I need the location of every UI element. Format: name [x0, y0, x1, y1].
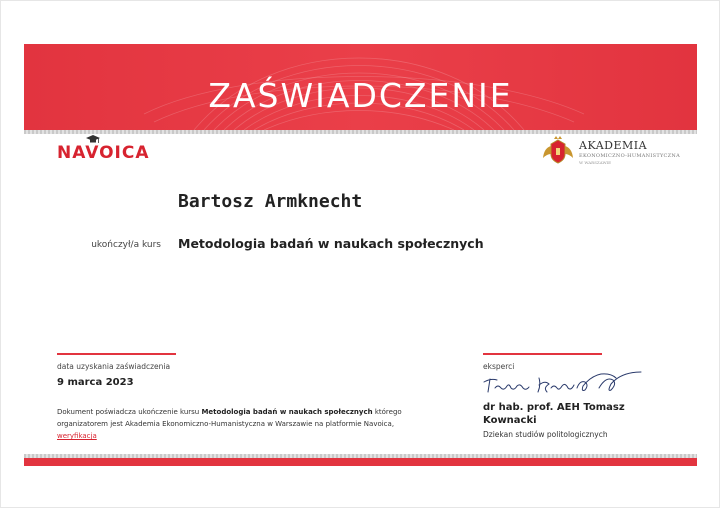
verification-link[interactable]: weryfikacja — [57, 432, 97, 440]
akademia-logo-city: W WARSZAWIE — [579, 160, 612, 165]
experts-label: eksperci — [483, 362, 515, 371]
course-label: ukończył/a kurs — [91, 240, 161, 250]
date-divider — [57, 353, 176, 355]
date-label: data uzyskania zaświadczenia — [57, 362, 171, 371]
statement-text — [57, 406, 417, 442]
certificate-title: ZAŚWIADCZENIE — [208, 76, 513, 115]
banner-divider — [24, 130, 697, 134]
navoica-logo — [57, 143, 150, 163]
graduation-cap-icon — [86, 135, 100, 145]
experts-divider — [483, 353, 602, 355]
title-banner — [24, 44, 697, 130]
expert-role: Dziekan studiów politologicznych — [483, 430, 608, 439]
akademia-logo-name: AKADEMIA — [579, 139, 648, 152]
course-name: Metodologia badań w naukach społecznych — [178, 236, 484, 251]
statement-part-2: którego organizatorem jest Akademia Ekonomiczno-Humanistyczna w Warszawie na platformie Navoica, — [57, 408, 402, 428]
date-value: 9 marca 2023 — [57, 377, 134, 388]
statement-part-1: Dokument poświadcza ukończenie kursu — [57, 408, 202, 416]
student-name: Bartosz Armknecht — [178, 191, 363, 212]
bottom-red-bar — [24, 458, 697, 466]
crest-icon — [541, 136, 575, 166]
navoica-logo-text: NAVOICA — [57, 143, 150, 163]
signature-image — [481, 370, 646, 398]
expert-name: dr hab. prof. AEH Tomasz Kownacki — [483, 402, 625, 426]
statement-course: Metodologia badań w naukach społecznych — [201, 408, 373, 416]
akademia-logo-subtitle: EKONOMICZNO-HUMANISTYCZNA — [579, 153, 680, 159]
